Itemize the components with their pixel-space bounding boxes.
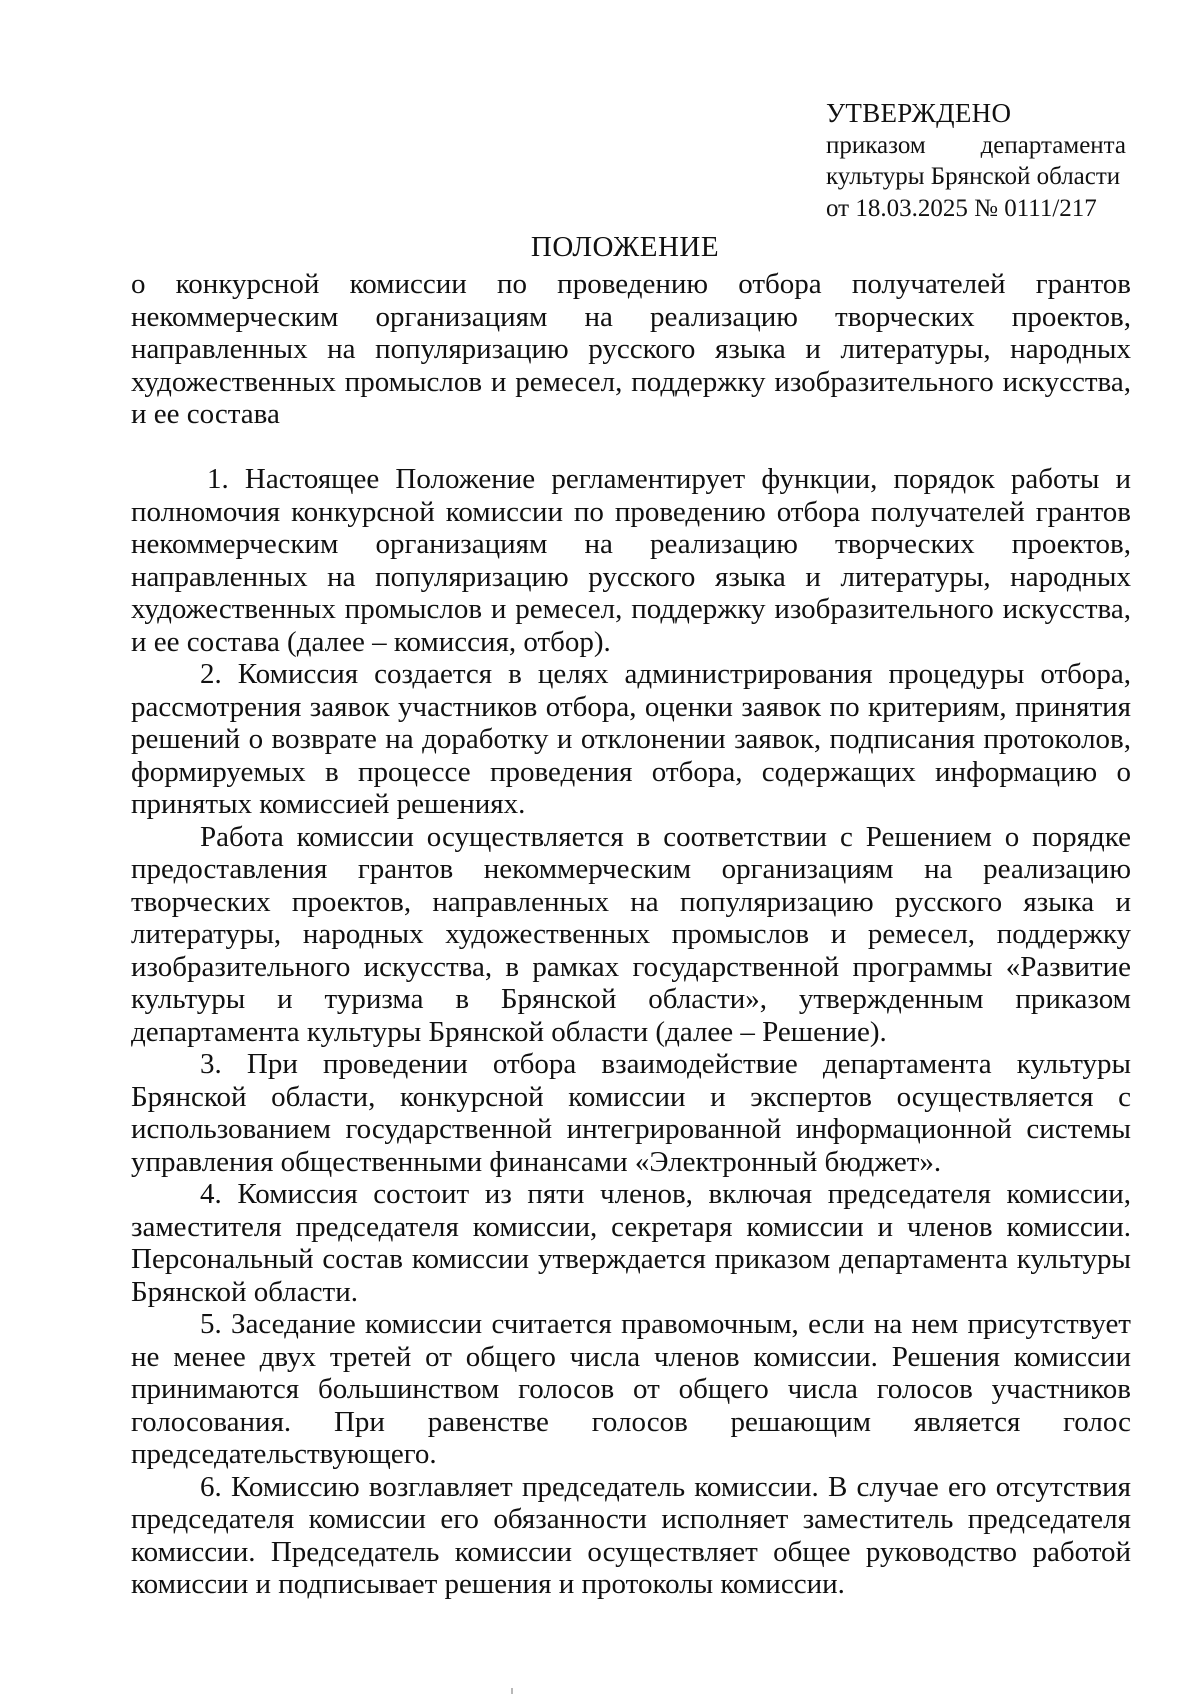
document-title: ПОЛОЖЕНИЕ: [530, 231, 720, 263]
approval-line-date-number: от 18.03.2025 № 0111/217: [826, 194, 1097, 222]
approval-title: УТВЕРЖДЕНО: [826, 98, 1012, 128]
paragraph-6: 6. Комиссию возглавляет председатель комиссии. В случае его отсутствия председателя комиссии его обязанности исполняет заместитель председателя комиссии. Председатель комиссии осуществляет общее руководство работой комиссии и подписывает решения и протоколы комиссии.: [131, 1470, 1131, 1600]
paragraph-2: 2. Комиссия создается в целях администрирования процедуры отбора, рассмотрения заявок участников отбора, оценки заявок по критериям, принятия решений о возврате на доработку и отклонении заявок, подписания протоколов, формируемых в процессе проведения отбора, содержащих информацию о принятых комиссией решениях.: [131, 658, 1131, 820]
document-body: [131, 463, 1131, 1601]
approval-line-order: приказом департамента: [826, 131, 1126, 159]
scan-artifact: [511, 1688, 513, 1694]
paragraph-5: 5. Заседание комиссии считается правомочным, если на нем присутствует не менее двух третей от общего числа членов комиссии. Решения комиссии принимаются большинством голосов от общего числа голосов участников голосования. При равенстве голосов решающим является голос председательствующего.: [131, 1308, 1131, 1470]
paragraph-2-continued: Работа комиссии осуществляется в соответствии с Решением о порядке предоставления грантов некоммерческим организациям на реализацию творческих проектов, направленных на популяризацию русского языка и литературы, народных художественных промыслов и ремесел, поддержку изобразительного искусства, в рамках государственной программы «Развитие культуры и туризма в Брянской области», утвержденным приказом департамента культуры Брянской области (далее – Решение).: [131, 820, 1131, 1048]
document-subtitle: о конкурсной комиссии по проведению отбора получателей грантов некоммерческим организациям на реализацию творческих проектов, направленных на популяризацию русского языка и литературы, народных художественных промыслов и ремесел, поддержку изобразительного искусства, и ее состава: [131, 268, 1131, 430]
approval-stamp: [826, 98, 1126, 224]
approval-line-department: культуры Брянской области: [826, 163, 1121, 190]
paragraph-4: 4. Комиссия состоит из пяти членов, включая председателя комиссии, заместителя председателя комиссии, секретаря комиссии и членов комиссии. Персональный состав комиссии утверждается приказом департамента культуры Брянской области.: [131, 1178, 1131, 1308]
paragraph-1: 1. Настоящее Положение регламентирует функции, порядок работы и полномочия конкурсной комиссии по проведению отбора получателей грантов некоммерческим организациям на реализацию творческих проектов, направленных на популяризацию русского языка и литературы, народных художественных промыслов и ремесел, поддержку изобразительного искусства, и ее состава (далее – комиссия, отбор).: [131, 463, 1131, 658]
paragraph-3: 3. При проведении отбора взаимодействие департамента культуры Брянской области, конкурсной комиссии и экспертов осуществляется с использованием государственной интегрированной информационной системы управления общественными финансами «Электронный бюджет».: [131, 1048, 1131, 1178]
